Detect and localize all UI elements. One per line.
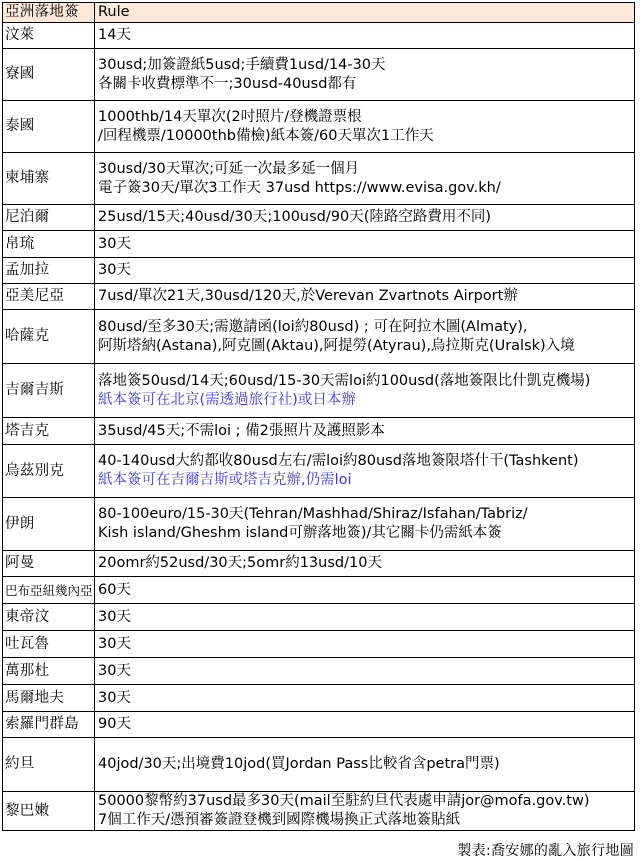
rule-cell <box>95 604 635 631</box>
table-row <box>3 49 635 101</box>
header-country-cell: 亞洲落地簽 <box>3 3 95 23</box>
rule-line: 30usd/30天單次;可延一次最多延一個月 <box>98 160 360 177</box>
rule-line-highlight: 紙本簽可在吉爾吉斯或塔吉克辦,仍需loi <box>98 472 352 488</box>
visa-table <box>2 2 635 831</box>
table-row <box>3 364 635 418</box>
rule-line: 30天 <box>98 235 131 252</box>
rule-cell <box>95 551 635 577</box>
country-cell: 哈薩克 <box>3 310 95 364</box>
country-cell: 塔吉克 <box>3 418 95 445</box>
country-cell: 吉爾吉斯 <box>3 364 95 418</box>
table-credit: 製表:喬安娜的亂入旅行地圖 <box>457 843 634 859</box>
rule-line: 20omr約52usd/30天;5omr約13usd/10天 <box>98 555 382 571</box>
rule-line: 30usd;加簽證紙5usd;手續費1usd/14-30天 <box>98 56 386 73</box>
rule-cell <box>95 658 635 685</box>
rule-line: 90天 <box>98 716 131 732</box>
rule-line: 25usd/15天;40usd/30天;100usd/90天(陸路空路費用不同) <box>98 209 492 225</box>
rule-cell <box>95 712 635 738</box>
country-cell: 柬埔寨 <box>3 153 95 205</box>
rule-line: 60天 <box>98 581 131 598</box>
rule-cell <box>95 310 635 364</box>
rule-line: 14天 <box>98 27 131 43</box>
rule-line-highlight: 紙本簽可在北京(需透過旅行社)或日本辦 <box>98 391 356 408</box>
rule-cell <box>95 685 635 712</box>
rule-line: 30天 <box>98 608 131 625</box>
rule-line: 30天 <box>98 662 131 679</box>
table-row <box>3 577 635 604</box>
table-row <box>3 418 635 445</box>
table-row <box>3 101 635 153</box>
rule-line: 40-140usd大約都收80usd左右/需loi約80usd落地簽限塔什干(Tashkent) <box>98 453 579 469</box>
country-cell: 帛琉 <box>3 231 95 258</box>
rule-line: 80usd/至多30天;需邀請函(loi約80usd) ; 可在阿拉木圖(Almaty), <box>98 318 528 335</box>
country-cell: 阿曼 <box>3 551 95 577</box>
country-cell: 黎巴嫩 <box>3 792 95 831</box>
rule-line: 7個工作天/憑預審簽證登機到國際機場換正式落地簽貼紙 <box>98 812 461 828</box>
table-row <box>3 792 635 831</box>
table-row <box>3 551 635 577</box>
rule-line: 40jod/30天;出境費10jod(買Jordan Pass比較省含petra門票) <box>98 756 500 772</box>
country-cell: 東帝汶 <box>3 604 95 631</box>
rule-cell <box>95 258 635 284</box>
country-cell: 萬那杜 <box>3 658 95 685</box>
table-row <box>3 712 635 738</box>
country-cell: 汶萊 <box>3 23 95 49</box>
rule-cell <box>95 445 635 498</box>
rule-cell <box>95 418 635 445</box>
rule-line: Kish island/Gheshm island可辦落地簽)/其它關卡仍需紙本簽 <box>98 525 502 541</box>
rule-cell <box>95 284 635 310</box>
country-cell: 索羅門群島 <box>3 712 95 738</box>
table-row <box>3 205 635 231</box>
table-row <box>3 658 635 685</box>
rule-line: 阿斯塔納(Astana),阿克圖(Aktau),阿提勞(Atyrau),烏拉斯克(Uralsk)入境 <box>98 337 575 354</box>
country-cell: 約旦 <box>3 738 95 792</box>
table-row <box>3 604 635 631</box>
rule-line: 30天 <box>98 689 131 706</box>
country-cell: 尼泊爾 <box>3 205 95 231</box>
table-row <box>3 498 635 551</box>
rule-cell <box>95 364 635 418</box>
table-row <box>3 23 635 49</box>
rule-cell <box>95 205 635 231</box>
rule-cell <box>95 153 635 205</box>
table-row <box>3 153 635 205</box>
rule-line: 落地簽50usd/14天;60usd/15-30天需loi約100usd(落地簽限比什凱克機場) <box>98 372 591 389</box>
country-cell: 馬爾地夫 <box>3 685 95 712</box>
table-row <box>3 445 635 498</box>
table-row <box>3 284 635 310</box>
rule-cell <box>95 631 635 658</box>
rule-line: 50000黎幣約37usd最多30天(mail至駐約旦代表處申請jor@mofa.gov.tw) <box>98 793 590 809</box>
rule-line: 80-100euro/15-30天(Tehran/Mashhad/Shiraz/Isfahan/Tabriz/ <box>98 506 528 522</box>
rule-line: 7usd/單次21天,30usd/120天,於Verevan Zvartnots Airport辦 <box>98 288 518 304</box>
country-cell: 巴布亞紐幾內亞 <box>3 577 95 604</box>
rule-line: 35usd/45天;不需loi ; 備2張照片及護照影本 <box>98 422 385 439</box>
rule-line: 30天 <box>98 635 131 652</box>
country-cell: 亞美尼亞 <box>3 284 95 310</box>
rule-cell <box>95 101 635 153</box>
header-rule-cell: Rule <box>95 3 635 23</box>
country-cell: 寮國 <box>3 49 95 101</box>
rule-cell <box>95 792 635 831</box>
rule-cell <box>95 231 635 258</box>
rule-line: 電子簽30天/單次3工作天 37usd https://www.evisa.gov.kh/ <box>98 179 501 196</box>
country-cell: 烏茲別克 <box>3 445 95 498</box>
rule-line: /回程機票/10000thb備檢)紙本簽/60天單次1工作天 <box>98 127 434 144</box>
country-cell: 伊朗 <box>3 498 95 551</box>
rule-cell <box>95 738 635 792</box>
table-row <box>3 258 635 284</box>
table-row <box>3 631 635 658</box>
table-row <box>3 310 635 364</box>
rule-line: 1000thb/14天單次(2吋照片/登機證票根 <box>98 108 362 125</box>
rule-line: 30天 <box>98 262 131 278</box>
rule-cell <box>95 577 635 604</box>
table-row <box>3 738 635 792</box>
table-row <box>3 685 635 712</box>
rule-cell <box>95 498 635 551</box>
rule-cell <box>95 23 635 49</box>
country-cell: 吐瓦魯 <box>3 631 95 658</box>
country-cell: 泰國 <box>3 101 95 153</box>
rule-line: 各關卡收費標準不一;30usd-40usd都有 <box>98 75 357 92</box>
rule-cell <box>95 49 635 101</box>
country-cell: 孟加拉 <box>3 258 95 284</box>
table-header-row <box>3 3 635 23</box>
table-row <box>3 231 635 258</box>
